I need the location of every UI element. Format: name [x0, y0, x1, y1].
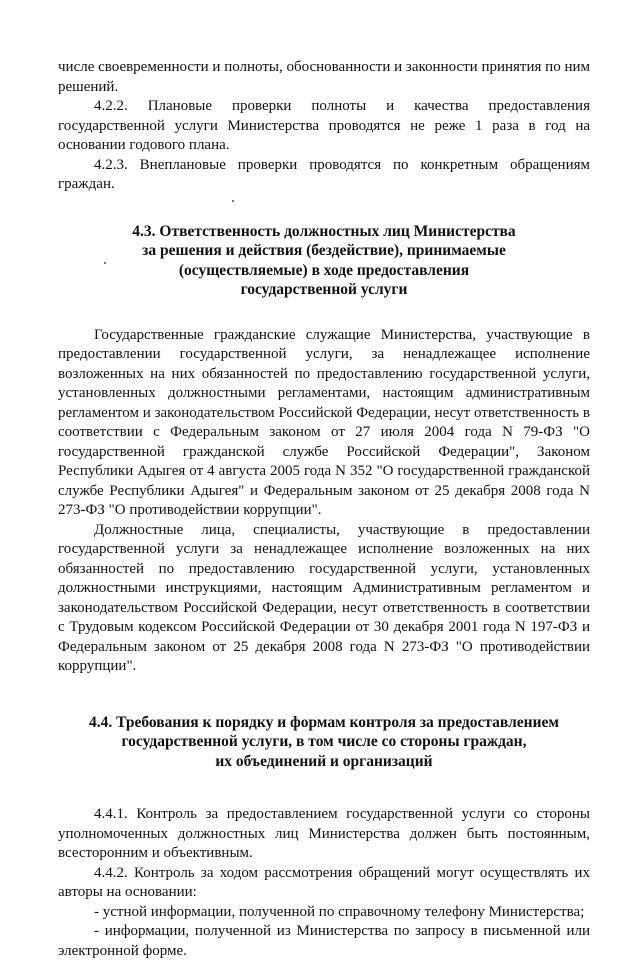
- paragraph-4-3-civil-servants: Государственные гражданские служащие Министерства, участвующие в предоставлении государственной услуги, за ненадлежащее исполнение возложенных на них обязанностей по предоставлению государственной услуги, установленных должностными регламентами, настоящим административным регламентом и законодательством Российской Федерации, несут ответственность в соответствии с Федеральным законом от 27 июля 2004 года N 79-ФЗ "О государственной гражданской службе Российской Федерации", Законом Республики Адыгея от 4 августа 2005 года N 352 "О государственной гражданской службе Республики Адыгея" и Федеральным законом от 25 декабря 2008 года N 273-ФЗ "О противодействии коррупции".: [58, 326, 590, 518]
- section-4-4-title: [58, 713, 590, 772]
- section-4-4-title-line: их объединений и организаций: [215, 752, 433, 770]
- section-4-3-title: [58, 222, 590, 300]
- section-4-4-title-line: государственной услуги, в том числе со стороны граждан,: [121, 733, 527, 750]
- paragraph-4-2-3: 4.2.3. Внеплановые проверки проводятся по конкретным обращениям граждан.: [58, 156, 590, 192]
- list-item-written-info: - информации, полученной из Министерства по запросу в письменной или электронной форме.: [58, 923, 590, 959]
- section-4-3-title-line: 4.3. Ответственность должностных лиц Министерства: [132, 222, 516, 240]
- section-4-4-title-line: 4.4. Требования к порядку и формам контроля за предоставлением: [89, 713, 559, 731]
- scan-speck: [104, 262, 106, 264]
- paragraph-4-4-1: 4.4.1. Контроль за предоставлением государственной услуги со стороны уполномоченных должностных лиц Министерства должен быть постоянным, всесторонним и объективным.: [58, 806, 590, 861]
- paragraph-4-4-2: 4.4.2. Контроль за ходом рассмотрения обращений могут осуществлять их авторы на основании:: [58, 864, 590, 900]
- list-item-phone-info: - устной информации, полученной по справочному телефону Министерства;: [94, 903, 585, 920]
- section-4-3-title-line: за решения и действия (бездействие), принимаемые: [142, 242, 506, 259]
- paragraph-4-3-officials: Должностные лица, специалисты, участвующие в предоставлении государственной услуги за ненадлежащее исполнение возложенных на них обязанностей по предоставлению государственной услуги, установленных должностными инструкциями, настоящим Административным регламентом и законодательством Российской Федерации, несут ответственность в соответствии с Трудовым кодексом Российской Федерации от 30 декабря 2001 года N 197-ФЗ и Федеральным законом от 25 декабря 2008 года N 273-ФЗ "О противодействии коррупции".: [58, 521, 590, 674]
- paragraph-4-2-2: 4.2.2. Плановые проверки полноты и качества предоставления государственной услуги Министерства проводятся не реже 1 раза в год на основании годового плана.: [58, 98, 590, 153]
- continuation-paragraph: числе своевременности и полноты, обоснованности и законности принятия по ним решений.: [58, 59, 590, 95]
- scan-speck: [232, 200, 234, 202]
- section-4-3-title-line: государственной услуги: [240, 281, 408, 298]
- section-4-3-title-line: (осуществляемые) в ходе предоставления: [178, 261, 470, 279]
